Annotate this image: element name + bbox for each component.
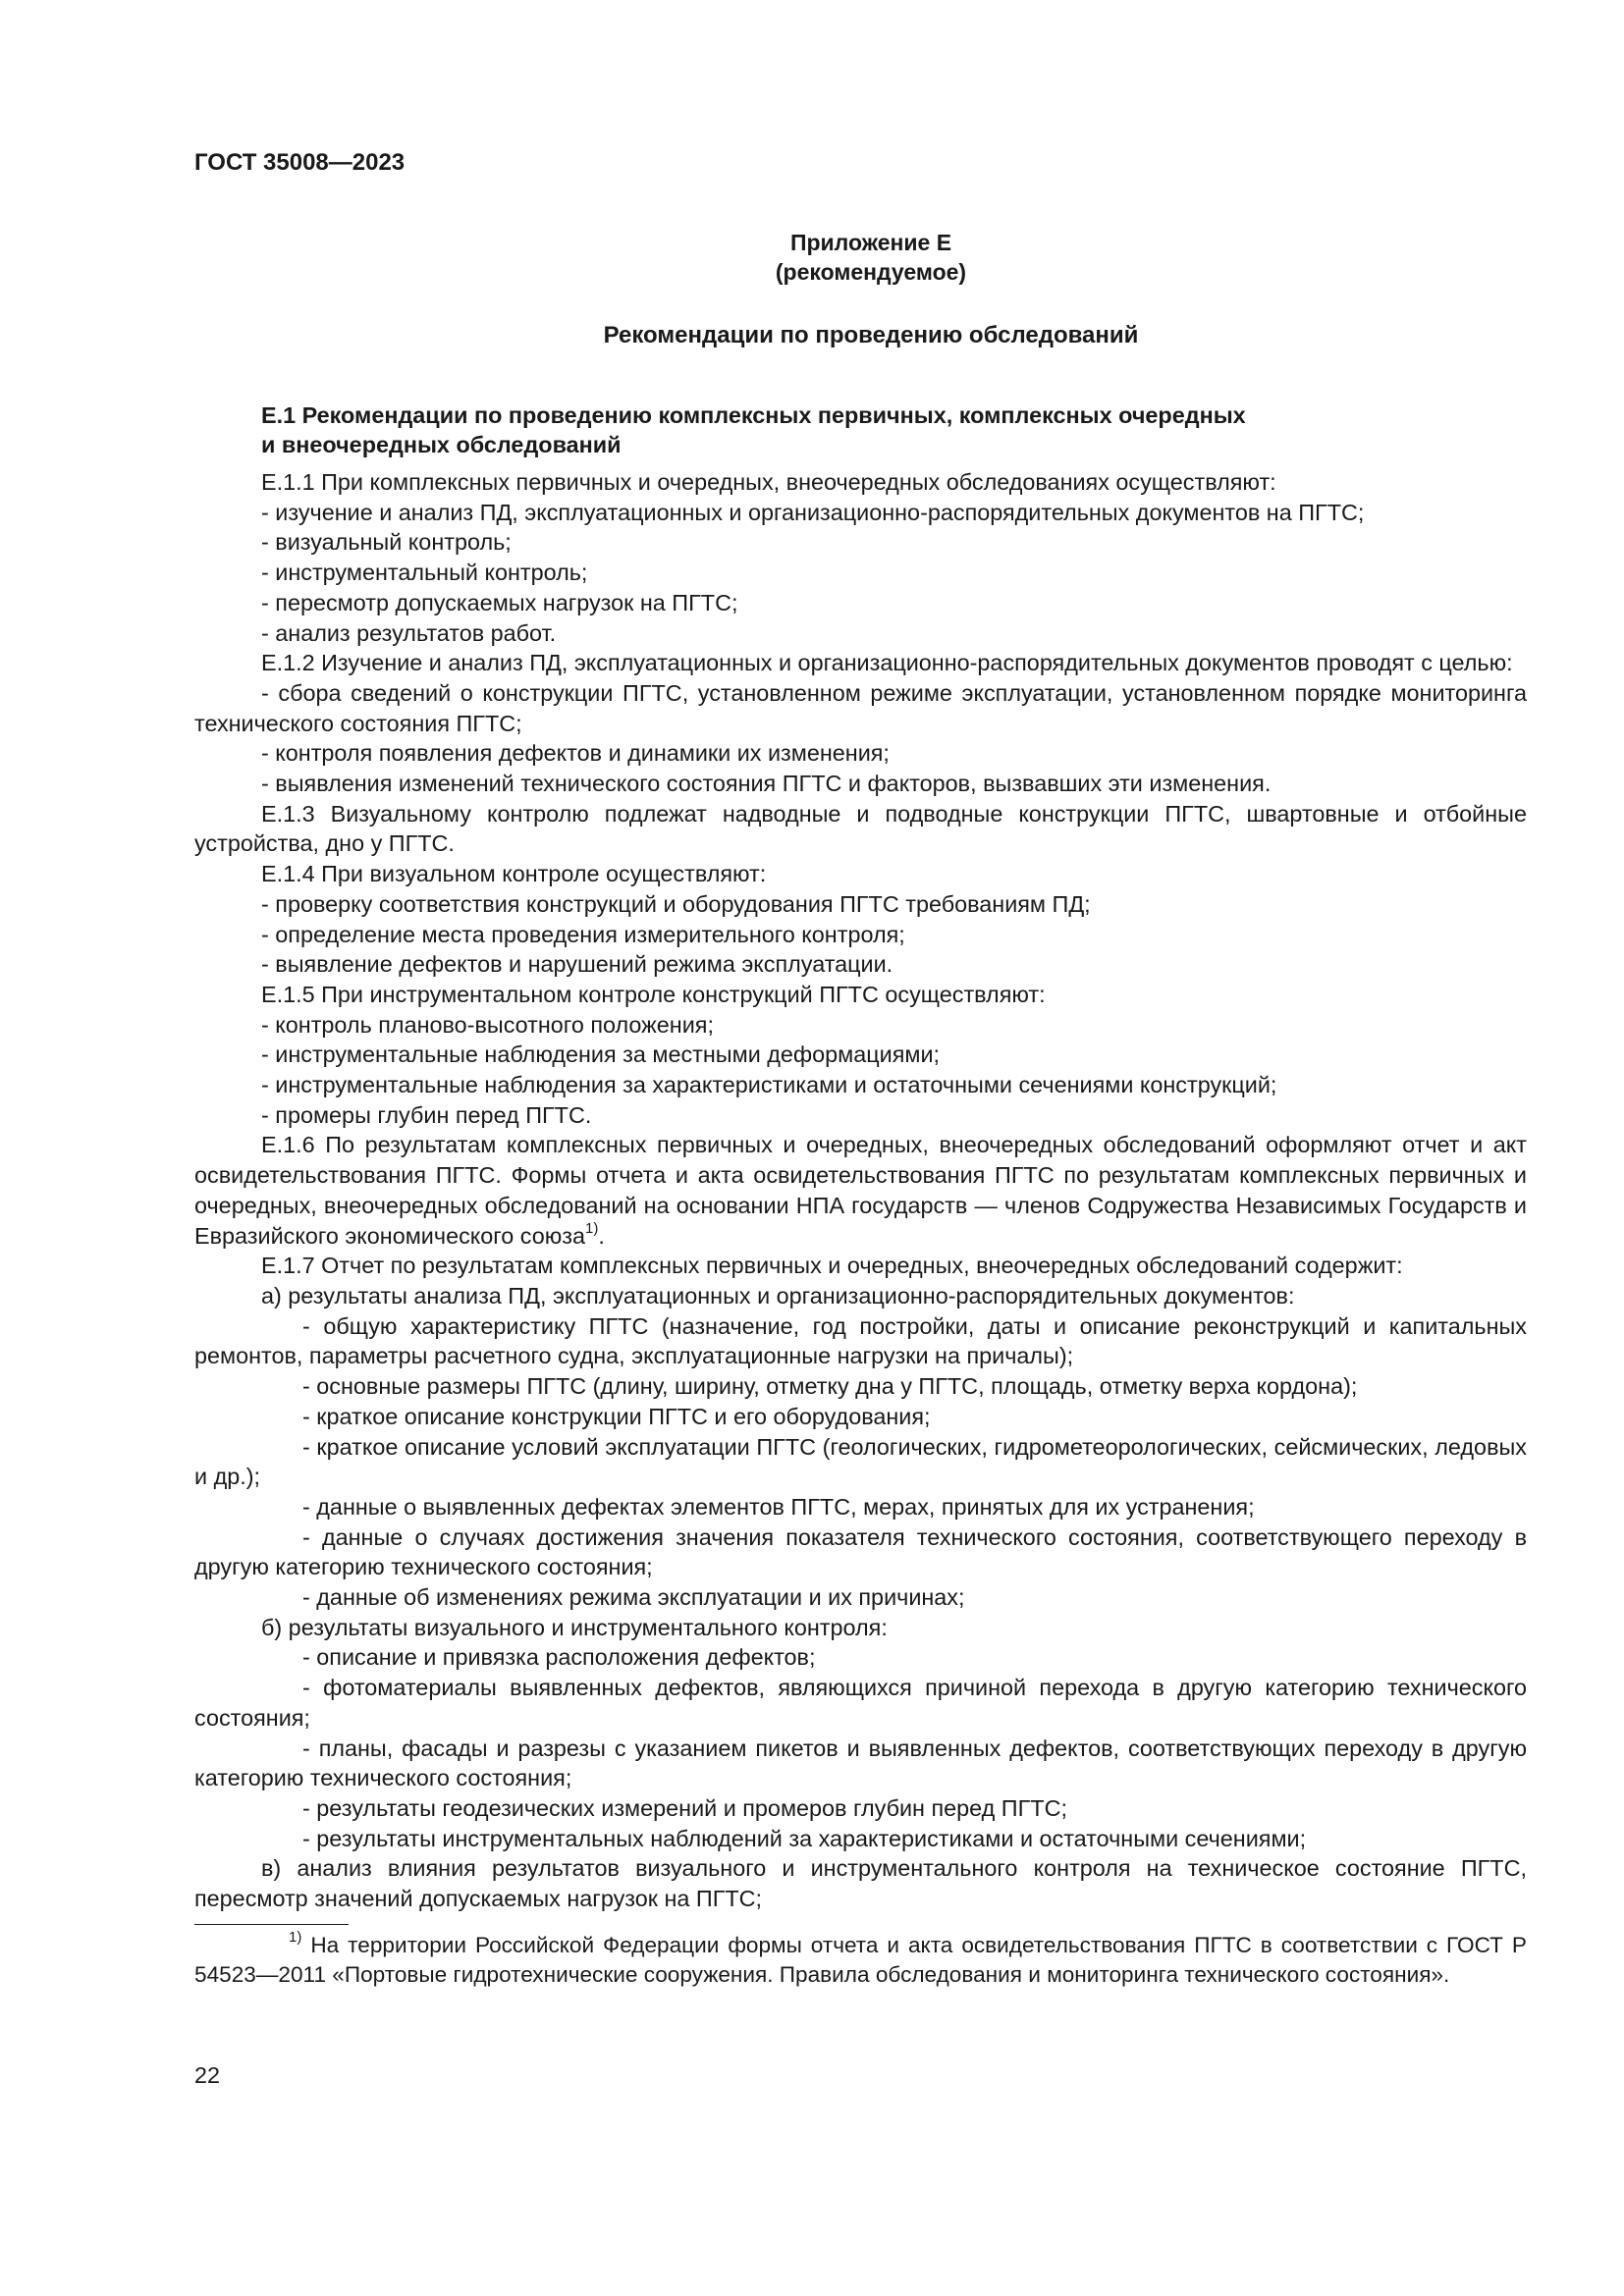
document-header: ГОСТ 35008—2023	[194, 149, 406, 176]
list-item: - описание и привязка расположения дефектов;	[302, 1644, 816, 1671]
list-item: - выявление дефектов и нарушений режима эксплуатации.	[261, 951, 893, 978]
list-item: - данные о случаях достижения значения показателя технического состояния, соответствующего переходу в другую категорию технического состояния;	[194, 1523, 1527, 1580]
list-item: - краткое описание конструкции ПГТС и его оборудования;	[302, 1403, 931, 1429]
list-item: - визуальный контроль;	[261, 529, 512, 556]
list-item: - основные размеры ПГТС (длину, ширину, отметку дна у ПГТС, площадь, отметку верха кордона);	[302, 1373, 1358, 1400]
list-item: - инструментальные наблюдения за местными деформациями;	[261, 1041, 941, 1068]
paragraph: Е.1.4 При визуальном контроле осуществляют:	[261, 861, 767, 887]
paragraph: Е.1.1 При комплексных первичных и очередных, внеочередных обследованиях осуществляют:	[261, 469, 1276, 495]
footnote-area	[194, 1924, 1527, 1990]
annex-status: (рекомендуемое)	[775, 259, 967, 285]
list-item: - пересмотр допускаемых нагрузок на ПГТС;	[261, 589, 738, 615]
footnote-text: $^{1)}$ На территории Российской Федерации формы отчета и акта освидетельствования ПГТС в соответствии с ГОСТ Р 54523—2011 «Портовые гидротехнические сооружения. Правила обследования и мониторинга технического состояния».	[194, 1929, 1527, 1987]
list-item: - контроль планово-высотного положения;	[261, 1011, 714, 1038]
list-item: - сбора сведений о конструкции ПГТС, установленном режиме эксплуатации, установленном порядке мониторинга технического состояния ПГТС;	[194, 679, 1527, 736]
list-item: - результаты инструментальных наблюдений за характеристиками и остаточными сечениями;	[302, 1825, 1307, 1851]
list-item: - общую характеристику ПГТС (назначение, год постройки, даты и описание реконструкций и капитальных ремонтов, параметры расчетного судна, эксплуатационные нагрузки на причалы);	[194, 1312, 1527, 1369]
list-item: - результаты геодезических измерений и промеров глубин перед ПГТС;	[302, 1794, 1067, 1821]
page-number: 22	[194, 2062, 221, 2088]
list-item: - планы, фасады и разрезы с указанием пикетов и выявленных дефектов, соответствующих переходу в другую категорию технического состояния;	[194, 1735, 1527, 1791]
list-item: - инструментальный контроль;	[261, 560, 588, 586]
paragraph: Е.1.7 Отчет по результатам комплексных первичных и очередных, внеочередных обследований содержит:	[261, 1253, 1403, 1279]
paragraph: Е.1.2 Изучение и анализ ПД, эксплуатационных и организационно-распорядительных документов проводят с целью:	[261, 650, 1513, 676]
list-item: - изучение и анализ ПД, эксплуатационных и организационно-распорядительных документов на ПГТС;	[261, 499, 1365, 525]
paragraph: Е.1.6 По результатам комплексных первичных и очередных, внеочередных обследований оформляют отчет и акт освидетельствования ПГТС. Формы отчета и акта освидетельствования ПГТС по результатам комплексных первичных и очередных, внеочередных обследований на основании НПА государств — членов Содружества Независимых Государств и Евразийского экономического союза$^{1)}$.	[194, 1132, 1527, 1249]
footnote-marker: 1)	[289, 1929, 302, 1947]
section-heading: Е.1 Рекомендации по проведению комплексных первичных, комплексных очередных и внеочередных обследований	[261, 402, 1246, 457]
list-item: - определение места проведения измерительного контроля;	[261, 921, 905, 947]
main-content	[194, 400, 1527, 1914]
paragraph: Е.1.5 При инструментальном контроле конструкций ПГТС осуществляют:	[261, 981, 1046, 1007]
annex-title: Рекомендации по проведению обследований	[603, 322, 1139, 348]
list-item: - краткое описание условий эксплуатации ПГТС (геологических, гидрометеорологических, сейсмических, ледовых и др.);	[194, 1433, 1527, 1490]
list-item: - анализ результатов работ.	[261, 619, 557, 646]
list-item: б) результаты визуального и инструментального контроля:	[261, 1614, 888, 1640]
footnote-reference[interactable]: 1)	[585, 1219, 599, 1237]
list-item: - промеры глубин перед ПГТС.	[261, 1101, 592, 1128]
annex-label: Приложение Е	[789, 230, 952, 255]
list-item: - данные о выявленных дефектах элементов ПГТС, мерах, принятых для их устранения;	[302, 1493, 1255, 1520]
list-item: в) анализ влияния результатов визуального и инструментального контроля на техническое состояние ПГТС, пересмотр значений допускаемых нагрузок на ПГТС;	[194, 1855, 1527, 1912]
list-item: - проверку соответствия конструкций и оборудования ПГТС требованиям ПД;	[261, 890, 1091, 917]
list-item: а) результаты анализа ПД, эксплуатационных и организационно-распорядительных документов:	[261, 1282, 1295, 1308]
list-item: - инструментальные наблюдения за характеристиками и остаточными сечениями конструкций;	[261, 1072, 1277, 1098]
list-item: - выявления изменений технического состояния ПГТС и факторов, вызвавших эти изменения.	[261, 771, 1272, 797]
list-item: - фотоматериалы выявленных дефектов, являющихся причиной перехода в другую категорию технического состояния;	[194, 1675, 1527, 1731]
list-item: - данные об изменениях режима эксплуатации и их причинах;	[302, 1584, 965, 1611]
footnote-divider	[194, 1924, 349, 1925]
paragraph: Е.1.3 Визуальному контролю подлежат надводные и подводные конструкции ПГТС, швартовные и отбойные устройства, дно у ПГТС.	[194, 800, 1527, 857]
annex-block	[59, 228, 1624, 287]
list-item: - контроля появления дефектов и динамики их изменения;	[261, 740, 890, 767]
